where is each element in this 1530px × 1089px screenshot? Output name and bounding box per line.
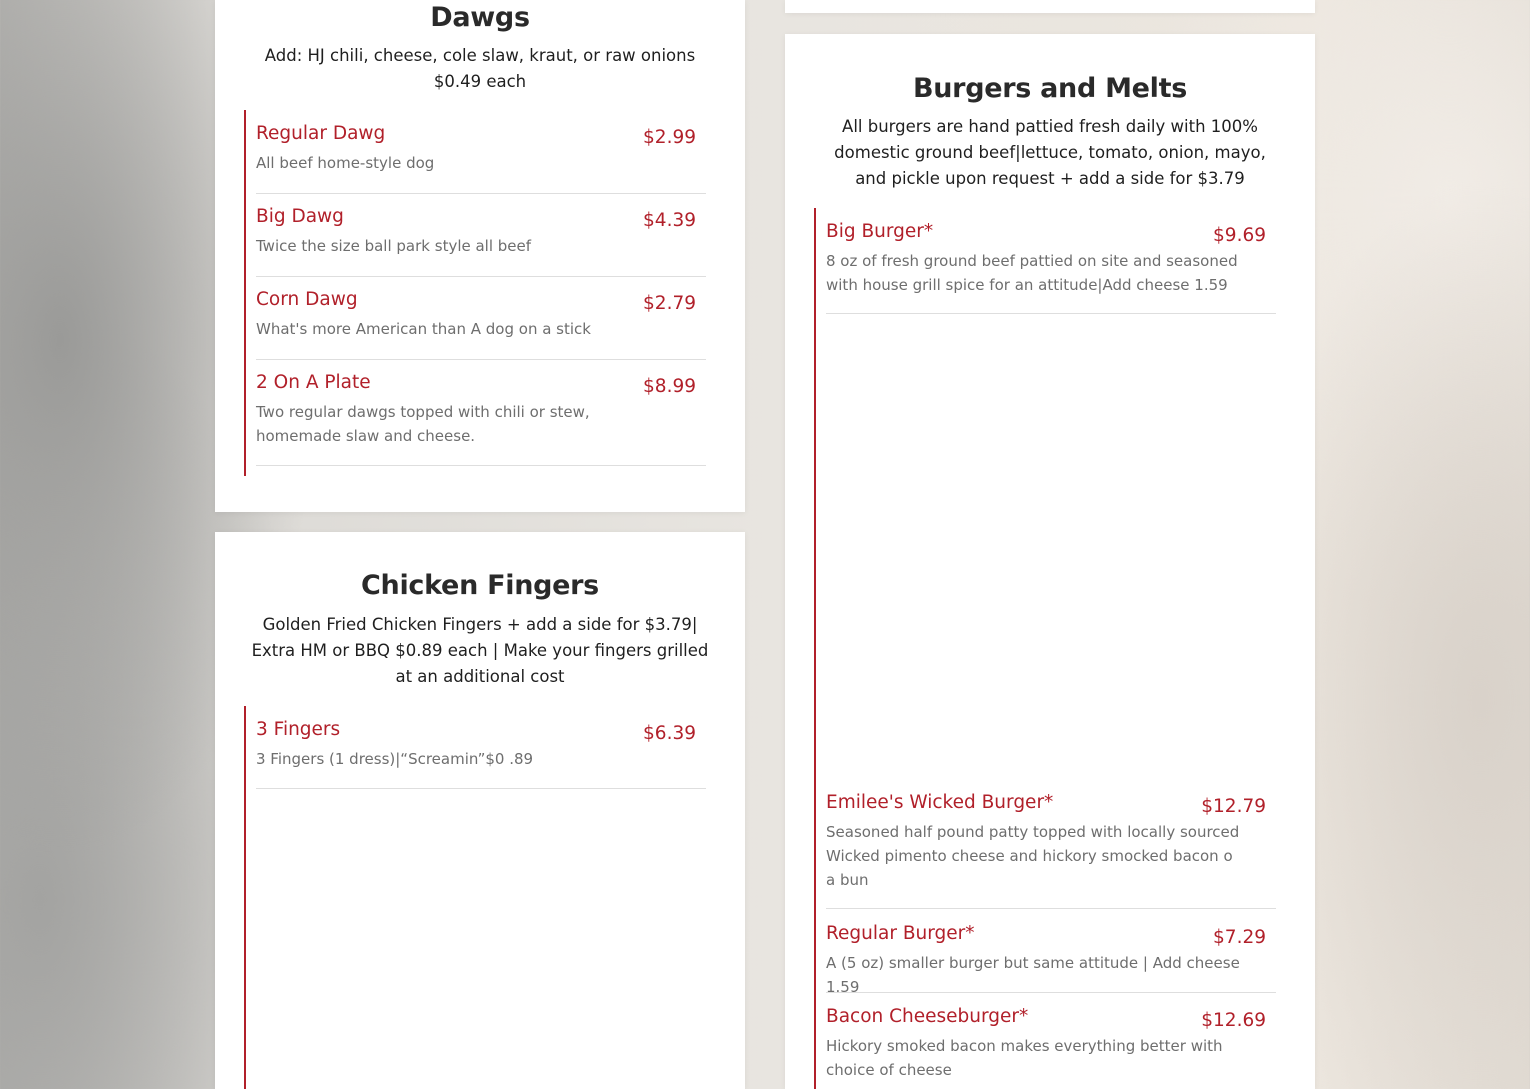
- item-description: All beef home-style dog: [256, 154, 435, 172]
- item-name: Bacon Cheeseburger*: [826, 1006, 1029, 1027]
- item-name: Corn Dawg: [256, 289, 358, 310]
- item-price: $8.99: [643, 376, 696, 397]
- menu-item-big-burger[interactable]: [826, 219, 1276, 314]
- section-title-dawgs: Dawgs: [430, 2, 530, 33]
- item-price: $7.29: [1213, 927, 1266, 948]
- item-price: $4.39: [643, 210, 696, 231]
- menu-item-3-fingers[interactable]: [256, 717, 706, 789]
- item-price: $12.69: [1201, 1010, 1266, 1031]
- section-description-burgers: All burgers are hand pattied fresh daily with 100% domestic ground beef|lettuce, tomato, onion, mayo, and pickle upon request + add a side for $3.79: [834, 117, 1266, 188]
- previous-section-card: [785, 0, 1315, 13]
- item-price: $2.79: [643, 293, 696, 314]
- item-price: $9.69: [1213, 225, 1266, 246]
- section-description-dawgs: Add: HJ chili, cheese, cole slaw, kraut, or raw onions $0.49 each: [264, 46, 696, 91]
- item-description: Twice the size ball park style all beef: [256, 237, 532, 255]
- item-description: A (5 oz) smaller burger but same attitude | Add cheese 1.59: [826, 954, 1240, 996]
- menu-item-regular-dawg[interactable]: [256, 121, 706, 194]
- menu-item-corn-dawg[interactable]: [256, 287, 706, 360]
- item-name: 3 Fingers: [256, 719, 341, 740]
- burgers-menu-list: [814, 208, 1276, 1089]
- item-name: Big Burger*: [826, 221, 934, 242]
- menu-item-big-dawg[interactable]: [256, 204, 706, 277]
- menu-item-2-on-a-plate[interactable]: [256, 370, 706, 466]
- item-description: Two regular dawgs topped with chili or stew, homemade slaw and cheese.: [256, 403, 590, 445]
- item-description: Hickory smoked bacon makes everything better with choice of cheese: [826, 1037, 1223, 1079]
- item-price: $12.79: [1201, 796, 1266, 817]
- item-name: Emilee's Wicked Burger*: [826, 792, 1054, 813]
- menu-item-emilees-wicked-burger[interactable]: [826, 790, 1276, 909]
- burgers-section-card: [785, 34, 1315, 1089]
- item-description: 8 oz of fresh ground beef pattied on site and seasoned with house grill spice for an attitude|Add cheese 1.59: [826, 252, 1238, 294]
- chicken-fingers-menu-list: [244, 706, 706, 1089]
- menu-item-regular-burger[interactable]: [826, 921, 1276, 996]
- item-name: Regular Dawg: [256, 123, 386, 144]
- item-description: 3 Fingers (1 dress)|“Screamin”$0 .89: [256, 750, 534, 768]
- section-title-burgers: Burgers and Melts: [912, 73, 1188, 104]
- section-description-chicken-fingers: Golden Fried Chicken Fingers + add a side for $3.79| Extra HM or BBQ $0.89 each | Make your fingers grilled at an additional cost: [251, 615, 709, 686]
- chicken-fingers-section-card: [215, 532, 745, 1089]
- item-name: Regular Burger*: [826, 923, 975, 944]
- item-description: Seasoned half pound patty topped with locally sourced Wicked pimento cheese and hickory smocked bacon o a bun: [826, 823, 1240, 889]
- menu-item-bacon-cheeseburger[interactable]: [826, 1004, 1276, 1089]
- dawgs-section-card: [215, 0, 745, 512]
- item-name: 2 On A Plate: [256, 372, 371, 393]
- item-description: What's more American than A dog on a stick: [256, 320, 591, 338]
- dawgs-menu-list: [244, 110, 706, 476]
- section-title-chicken-fingers: Chicken Fingers: [361, 570, 599, 601]
- item-name: Big Dawg: [256, 206, 344, 227]
- item-price: $2.99: [643, 127, 696, 148]
- item-price: $6.39: [643, 723, 696, 744]
